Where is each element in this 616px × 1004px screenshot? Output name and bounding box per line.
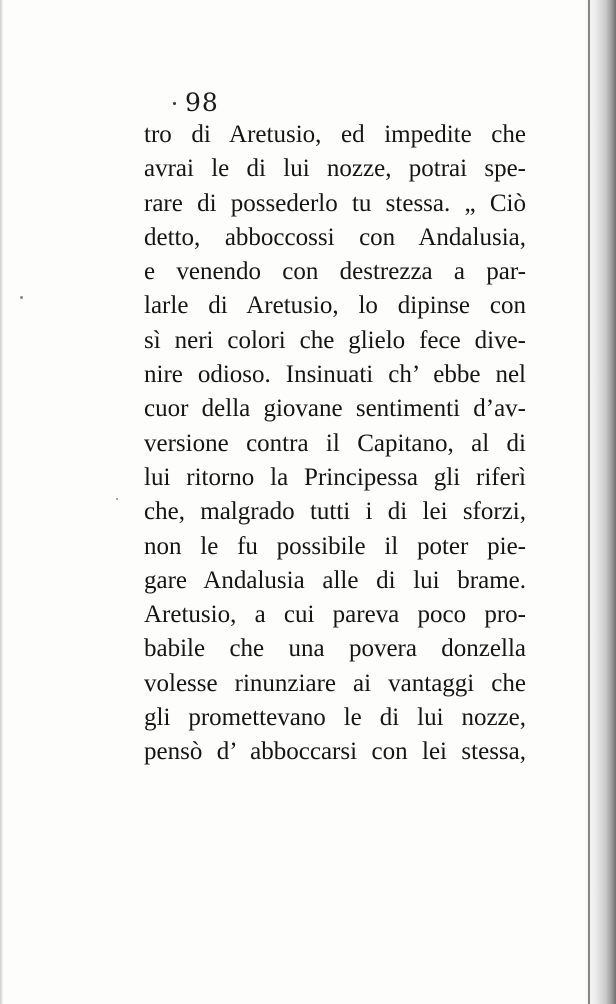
text-line: pensò d’ abboccarsi con lei stessa, <box>144 738 526 766</box>
page-number-mark <box>173 102 176 105</box>
paper-speck <box>20 296 23 299</box>
text-line: gare Andalusia alle di lui brame. <box>144 566 526 594</box>
text-line: nire odioso. Insinuati ch’ ebbe nel <box>144 361 526 389</box>
text-line: non le fu possibile il poter pie- <box>144 532 526 560</box>
text-line: tro di Aretusio, ed impedite che <box>144 121 526 148</box>
text-line: Aretusio, a cui pareva poco pro- <box>144 601 526 629</box>
text-line: rare di possederlo tu stessa. „ Ciò <box>144 189 526 217</box>
page-number <box>185 88 219 117</box>
text-line: sì neri colori che glielo fece dive- <box>144 326 526 354</box>
text-line: larle di Aretusio, lo dipinse con <box>144 292 526 320</box>
page-left-edge <box>0 0 3 1004</box>
text-line: versione contra il Capitano, al di <box>144 429 526 457</box>
text-line: babile che una povera donzella <box>144 635 526 663</box>
text-line: e venendo con destrezza a par- <box>144 258 526 286</box>
body-text <box>144 118 526 770</box>
paper-speck <box>116 498 118 500</box>
text-line: che, malgrado tutti i di lei sforzi, <box>144 498 526 526</box>
text-line: gli promettevano le di lui nozze, <box>144 704 526 732</box>
text-line: volesse rinunziare ai vantaggi che <box>144 669 526 697</box>
page-number-text: 98 <box>185 88 219 117</box>
text-line: lui ritorno la Principessa gli riferì <box>144 463 526 491</box>
text-line: avrai le di lui nozze, potrai spe- <box>144 155 526 183</box>
page-gutter-line <box>588 0 590 1004</box>
text-line: detto, abboccossi con Andalusia, <box>144 223 526 251</box>
text-line: cuor della giovane sentimenti d’av- <box>144 395 526 423</box>
